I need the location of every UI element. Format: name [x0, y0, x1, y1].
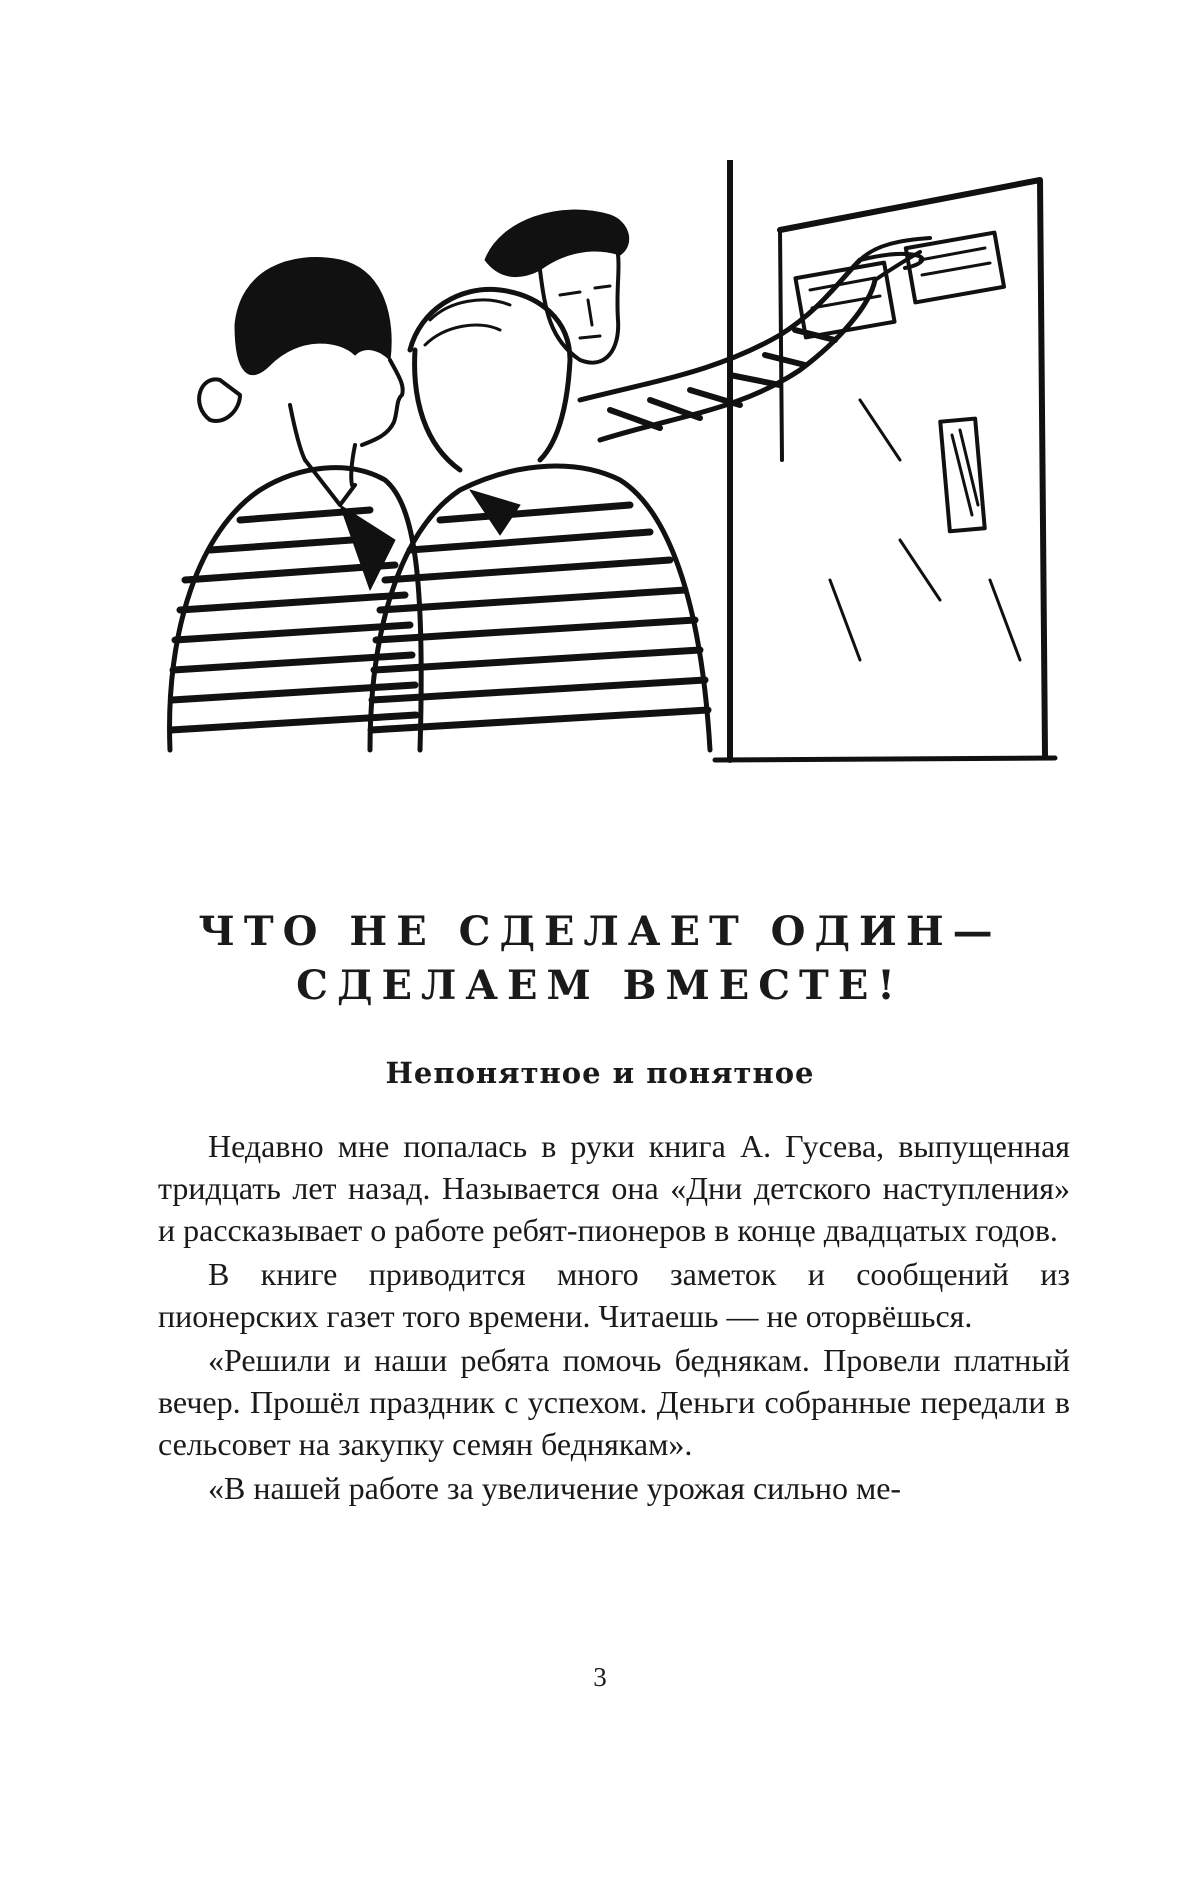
paragraph: «Решили и наши ребята помочь беднякам. Провели платный вечер. Прошёл праздник с успехом. Деньги собранные передали в сельсовет на закупку семян беднякам».: [158, 1342, 1070, 1462]
body-text: [158, 1125, 1070, 1511]
chapter-title: [0, 905, 1200, 1013]
page-number: 3: [593, 1662, 607, 1692]
chapter-title-line-1: ЧТО НЕ СДЕЛАЕТ ОДИН—: [198, 908, 1002, 955]
pioneers-at-wall-newspaper-illustration: [140, 160, 1060, 780]
section-title: Непонятное и понятное: [385, 1056, 815, 1090]
paragraph: В книге приводится много заметок и сообщений из пионерских газет того времени. Читаешь — не оторвёшься.: [158, 1256, 1070, 1334]
paragraph: Недавно мне попалась в руки книга А. Гусева, выпущенная тридцать лет назад. Называется она «Дни детского наступления» и рассказывает о работе ребят-пионеров в конце двадцатых годов.: [158, 1128, 1070, 1248]
paragraph: «В нашей работе за увеличение урожая сильно ме-: [208, 1470, 902, 1506]
chapter-title-line-2: СДЕЛАЕМ ВМЕСТЕ!: [296, 962, 904, 1009]
